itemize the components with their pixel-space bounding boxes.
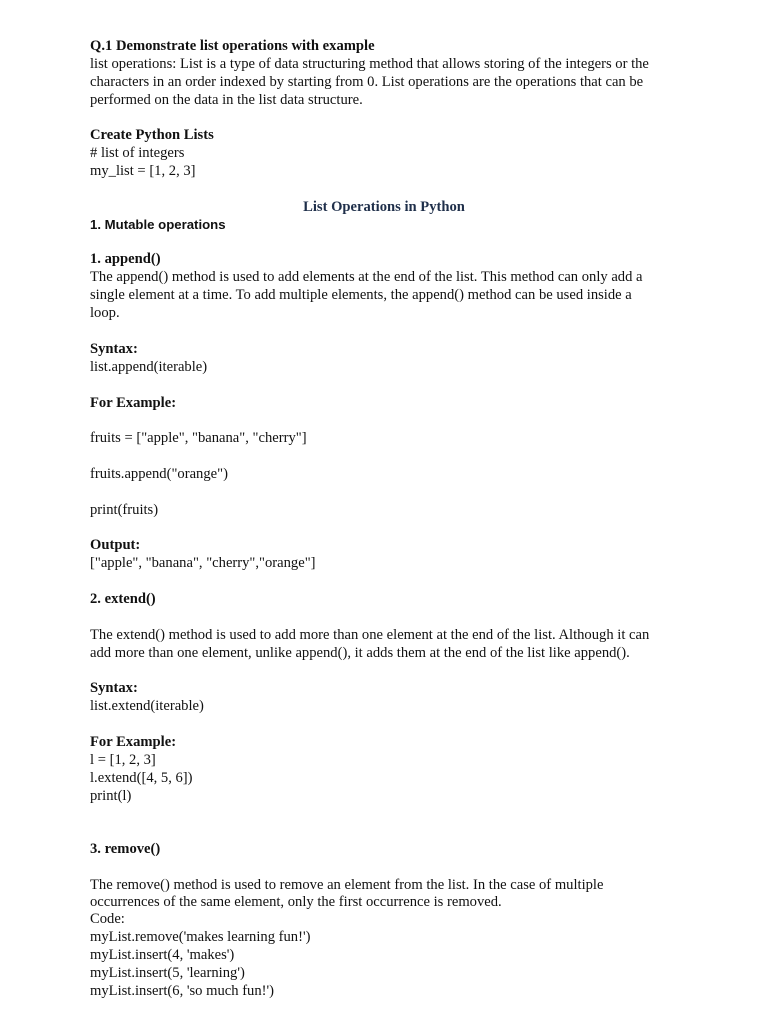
append-heading: 1. append() [90, 251, 161, 267]
extend-example-line-2: l.extend([4, 5, 6]) [90, 770, 193, 786]
section-title: List Operations in Python [303, 199, 465, 215]
intro-line-2: characters in an order indexed by starting from 0. List operations are the operations that can be [90, 74, 644, 90]
extend-desc-line-1: The extend() method is used to add more than one element at the end of the list. Although it can [90, 627, 650, 643]
append-desc-line-3: loop. [90, 305, 120, 321]
create-lists-heading: Create Python Lists [90, 127, 214, 143]
append-example-line-3: print(fruits) [90, 502, 159, 518]
append-desc-line-2: single element at a time. To add multiple elements, the append() method can be used inside a [90, 287, 632, 303]
append-syntax-label: Syntax: [90, 341, 138, 357]
append-example-label: For Example: [90, 395, 177, 411]
append-output-label: Output: [90, 537, 141, 553]
remove-code-line-2: myList.insert(4, 'makes') [90, 947, 235, 963]
append-output: ["apple", "banana", "cherry","orange"] [90, 555, 316, 571]
create-code-line-2: my_list = [1, 2, 3] [90, 163, 196, 179]
intro-line-1: list operations: List is a type of data structuring method that allows storing of the integers or the [90, 56, 649, 72]
append-desc-line-1: The append() method is used to add elements at the end of the list. This method can only add a [90, 269, 643, 285]
append-example-line-1: fruits = ["apple", "banana", "cherry"] [90, 430, 307, 446]
extend-syntax: list.extend(iterable) [90, 698, 204, 714]
extend-example-line-3: print(l) [90, 788, 132, 804]
remove-desc-line-2: occurrences of the same element, only the first occurrence is removed. [90, 894, 502, 910]
remove-code-line-3: myList.insert(5, 'learning') [90, 965, 245, 981]
extend-desc-line-2: add more than one element, unlike append(), it adds them at the end of the list like append(). [90, 645, 630, 661]
remove-code-label: Code: [90, 911, 125, 927]
remove-desc-line-1: The remove() method is used to remove an element from the list. In the case of multiple [90, 877, 604, 893]
append-syntax: list.append(iterable) [90, 359, 208, 375]
extend-example-line-1: l = [1, 2, 3] [90, 752, 156, 768]
create-code-line-1: # list of integers [90, 145, 185, 161]
remove-heading: 3. remove() [90, 841, 161, 857]
extend-heading: 2. extend() [90, 591, 156, 607]
intro-line-3: performed on the data in the list data structure. [90, 92, 363, 108]
mutable-operations-heading: 1. Mutable operations [90, 217, 226, 232]
extend-example-label: For Example: [90, 734, 177, 750]
remove-code-line-4: myList.insert(6, 'so much fun!') [90, 983, 275, 999]
append-example-line-2: fruits.append("orange") [90, 466, 228, 482]
remove-code-line-1: myList.remove('makes learning fun!') [90, 929, 311, 945]
question-title: Q.1 Demonstrate list operations with example [90, 38, 375, 54]
extend-syntax-label: Syntax: [90, 680, 138, 696]
